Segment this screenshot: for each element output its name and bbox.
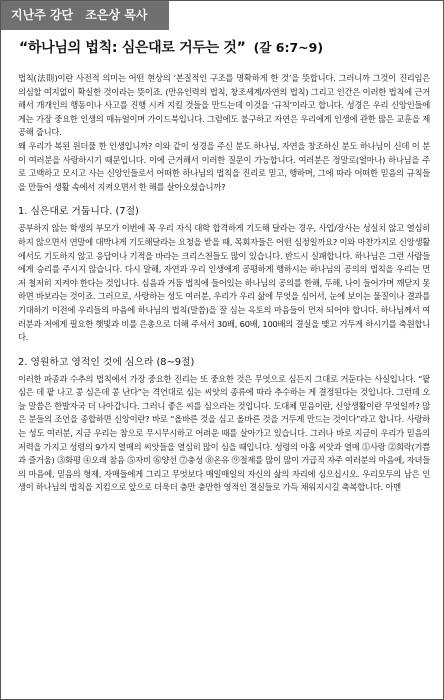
header-bar (1, 1, 169, 30)
section-1-heading: 1. 심은대로 거둡니다. (7절) (18, 206, 139, 218)
header-pastor-label: 조은상 목사 (85, 8, 148, 22)
sermon-body (18, 72, 430, 694)
section-2-heading: 2. 영원하고 영적인 것에 심으라 (8~9절) (18, 356, 195, 368)
section-1-paragraph: 공부하지 않는 학생의 부모가 이번에 꼭 우리 자식 대학 합격하게 기도해 달라는 경우, 사업/장사는 성실치 않고 열심히 하지 않으면서 연말에 대박나게 기도해달라는 요청을 받을 때, 목회자들은 어떤 심정일까요? 이와 마찬가지로 신앙생활에서도 기도하지 않고 응답이나 기적을 바라는 크리스천들도 많이 있습니다. 반드시 실패합니다. 하나님은 그런 사람들에게 승리를 주시지 않습니다. 다시 말해, 자연과 우리 인생에게 공평하게 행하시는 하나님의 공의의 법칙을 우리는 먼저 철저히 지켜야 한다는 것입니다. 심음과 거둠 법칙에 들어있는 하나님의 공의를 한해, 두해, 나이 들어가며 깨닫지 못하면 바보라는 것이죠. 그러므로, 사랑하는 성도 여러분, 우리가 우리 삶에 무엇을 심어서, 눈에 보이는 물질이나 결과를 기대하기 이전에 우리들의 마음에 하나님의 법칙(말씀)을 잘 심는 옥토의 마음들이 먼저 되어야 합니다. 하나님께서 여러분과 저에게 필요한 햇빛과 비를 은총으로 더해 주셔서 30배, 60배, 100배의 결실을 맺고 거두게 하시기를 축원합니다. (18, 223, 430, 343)
intro-paragraph-1: 법칙(法則)이란 사전적 의미는 어떤 현상의 ‘본질적인 구조를 명확하게 한 것’을 뜻합니다. 그러니까 그것이 진리임은 의심할 여지없이 확실한 것이라는 뜻이죠. (만유인력의 법칙, 창조세계/자연의 법칙) 그리고 인간은 이러한 법칙에 근거해서 개개인의 행동이나 사고를 진행 시켜 지킬 것들을 만드는데 이것을 ‘규칙’이라고 합니다. 성경은 우리 신앙인들에게는 가장 중요한 인생의 매뉴얼이며 가이드북입니다. 그럼에도 불구하고 자연은 우리에게 인생에 관한 많은 교훈을 제공해 줍니다. (18, 73, 430, 138)
sermon-title (19, 37, 433, 59)
section-gap (18, 194, 430, 204)
section-2-paragraph: 이러한 파종과 수추의 법칙에서 가장 중요한 진리는 또 중요한 것은 무엇으로 심든지 그대로 거둔다는 사실입니다. “팥 심은 데 팥 나고 콩 심은데 콩 난다”는 격언대로 심는 씨앗의 종류에 따라 추수하는 게 결정된다는 것입니다. 그런데 오늘 말씀은 한발자국 더 나아갑니다. 그러니 좋은 씨를 심으라는 것입니다. 도대체 믿음이란, 신앙생활이란 무엇일까? 많은 분들의 조언을 종합하면 신앙이란? 바로 “올바른 것을 심고 올바른 것을 거두게 만드는 것이다”라고 합니다. 사랑하는 성도 여러분, 지금 우리는 참으로 무시무시하고 어려운 때를 살아가고 있습니다. 그러나 바로 지금이 우리가 믿음의 저력을 가지고 성령의 9가지 열매의 씨앗들을 열심히 많이 심을 때입니다. 성령의 아홉 씨앗과 열매 ⓵사랑 ⓶희락(기쁨과 즐거움) ⓷화평 ⓸오래 참음 ⓹자비 ⓺양선 ⓻충성 ⓼온유 ⓽절제를 많이 많이 거급직 자주 여러분의 마음에, 자녀들의 마음에, 믿음의 형제, 자매들에게 그리고 무엇보다 매일매일의 자신의 삶의 자리에 심으십시오. 우리모두의 남은 인생이 하나님의 법칙을 지킴으로 앞으로 더욱더 충만 충만한 영적인 결실들로 가득 채워지시길 축복합니다. 아멘 (18, 373, 430, 493)
scripture-reference: (갈 6:7~9) (253, 40, 324, 55)
section-gap (18, 345, 430, 355)
header-church-label: 지난주 강단 (11, 8, 74, 22)
sermon-title-main: “하나님의 법칙: 심은대로 거두는 것” (19, 40, 246, 56)
intro-paragraph-2: 왜 우리가 복된 원더풀 한 인생입니까? 이와 같이 성경을 주신 분도 하나님, 자연을 창조하신 분도 하나님이 신데 이 분이 여러분을 사랑하시기 때문입니다. 이에 근거해서 이러한 질문이 가능합니다. 여러분은 정말로(얼마나) 하나님을 주로 고백하고 모시고 사는 신앙인들로서 어떠한 하나님의 법칙을 진리로 믿고, 행하며, 그에 따라 어떠한 믿음의 규칙들을 만들어 생활 속에서 지켜오면서 한 해를 살아오셨습니까? (18, 140, 430, 192)
